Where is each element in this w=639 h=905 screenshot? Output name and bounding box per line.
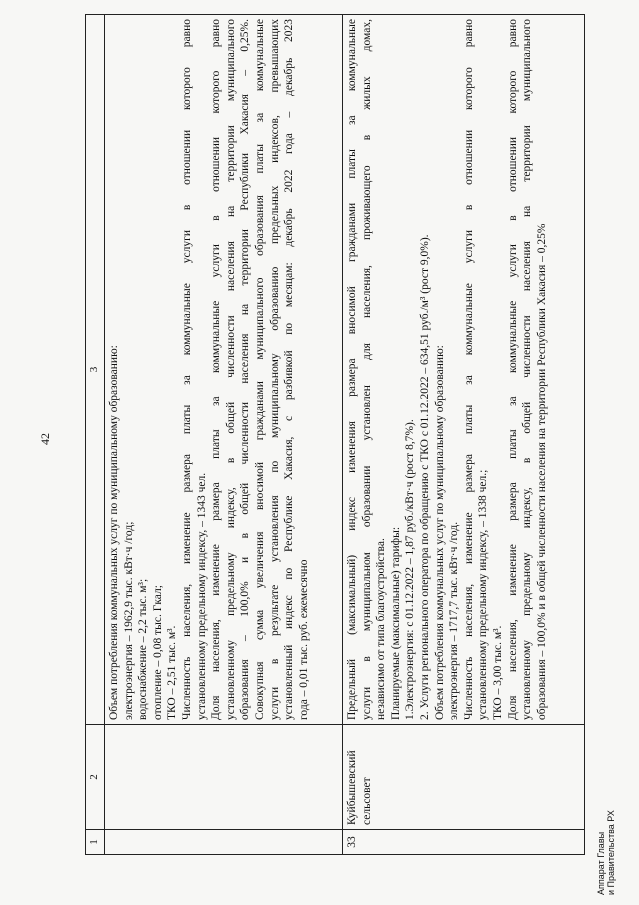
text-line: услуги в муниципальном образовании установлен для населения, проживающего в жилых домах, bbox=[360, 19, 373, 720]
text-line: Доля населения, изменение размера платы за коммунальные услуги в отношении которого равно bbox=[210, 19, 223, 720]
text-line: установленному предельному индексу, – 1343 чел. bbox=[195, 472, 208, 720]
row-number: 33 bbox=[343, 830, 585, 855]
text-line: установленному предельному индексу, в общей численности населения на территории муниципального bbox=[224, 19, 237, 720]
text-line: 1.Электроэнергия: с 01.12.2022 – 1,87 руб./кВт·ч (рост 8,7%). bbox=[404, 419, 417, 720]
stamp-line: Аппарат Главы bbox=[596, 831, 606, 895]
text-line: ТКО – 3,00 тыс. м³. bbox=[491, 625, 504, 720]
row-description bbox=[343, 15, 585, 725]
text-line: электроэнергия – 1962,9 тыс. кВт·ч /год; bbox=[122, 521, 135, 720]
page-number: 42 bbox=[38, 433, 52, 445]
row-description bbox=[105, 15, 343, 725]
text-line: Совокупная сумма увеличения вносимой гражданами муниципального образования платы за коммунальные bbox=[253, 19, 266, 720]
text-line: Объем потребления коммунальных услуг по муниципальному образованию: bbox=[108, 345, 120, 720]
row-number bbox=[105, 830, 343, 855]
text-line: независимо от типа благоустройства. bbox=[375, 538, 388, 720]
text-line: Доля населения, изменение размера платы за коммунальные услуги в отношении которого равно bbox=[506, 19, 519, 720]
text-line: Предельный (максимальный) индекс изменения размера вносимой гражданами платы за коммунальные bbox=[346, 19, 358, 720]
text-line: 2. Услуги регионального оператора по обращению с ТКО с 01.12.2022 – 634,51 руб./м³ (рост 9,0%). bbox=[418, 234, 431, 720]
text-line: ТКО – 2,51 тыс. м³. bbox=[166, 625, 179, 720]
text-line: водоснабжение – 2,2 тыс. м³; bbox=[137, 578, 150, 720]
table-row bbox=[105, 15, 343, 855]
text-line: услуги в результате установления по муниципальному образованию предельных индексов, превышающих bbox=[268, 19, 281, 720]
text-line: электроэнергия – 1717,7 тыс. кВт·ч /год. bbox=[448, 521, 461, 720]
text-line: Численность населения, изменение размера платы за коммунальные услуги в отношении которого равно bbox=[180, 19, 193, 720]
header-col-3: 3 bbox=[86, 15, 105, 725]
text-line: Численность населения, изменение размера платы за коммунальные услуги в отношении которого равно bbox=[462, 19, 475, 720]
text-line: отопление – 0,08 тыс. Гкал; bbox=[151, 585, 164, 720]
text-line: установленному предельному индексу, – 1338 чел.; bbox=[477, 469, 490, 720]
text-line: образования – 100,0% и в общей численности населения на территории Республики Хакасия – 0,25% bbox=[535, 223, 548, 720]
stamp-line: и Правительства РХ bbox=[606, 810, 616, 895]
text-line: образования – 100,0% и в общей численности населения на территории Республики Хакасия – 0,25%. bbox=[239, 19, 252, 720]
tariff-table bbox=[85, 14, 585, 855]
text-line: установленный индекс по Республике Хакасия, с разбивкой по месяцам: декабрь 2022 года – декабрь 2023 bbox=[283, 19, 296, 720]
text-line: года – 0,01 тыс. руб. ежемесячно bbox=[297, 559, 310, 720]
office-stamp bbox=[596, 810, 616, 895]
table-row bbox=[343, 15, 585, 855]
municipality-name: Куйбышевский сельсовет bbox=[343, 725, 585, 830]
municipality-name bbox=[105, 725, 343, 830]
text-line: установленному предельному индексу, в общей численности населения на территории муниципального bbox=[521, 19, 534, 720]
header-col-1: 1 bbox=[86, 830, 105, 855]
header-col-2: 2 bbox=[86, 725, 105, 830]
text-line: Объем потребления коммунальных услуг по муниципальному образованию: bbox=[433, 345, 446, 720]
tariff-table-rotated bbox=[85, 15, 585, 855]
table-header-row bbox=[86, 15, 105, 855]
text-line: Планируемые (максимальные) тарифы: bbox=[389, 526, 402, 720]
